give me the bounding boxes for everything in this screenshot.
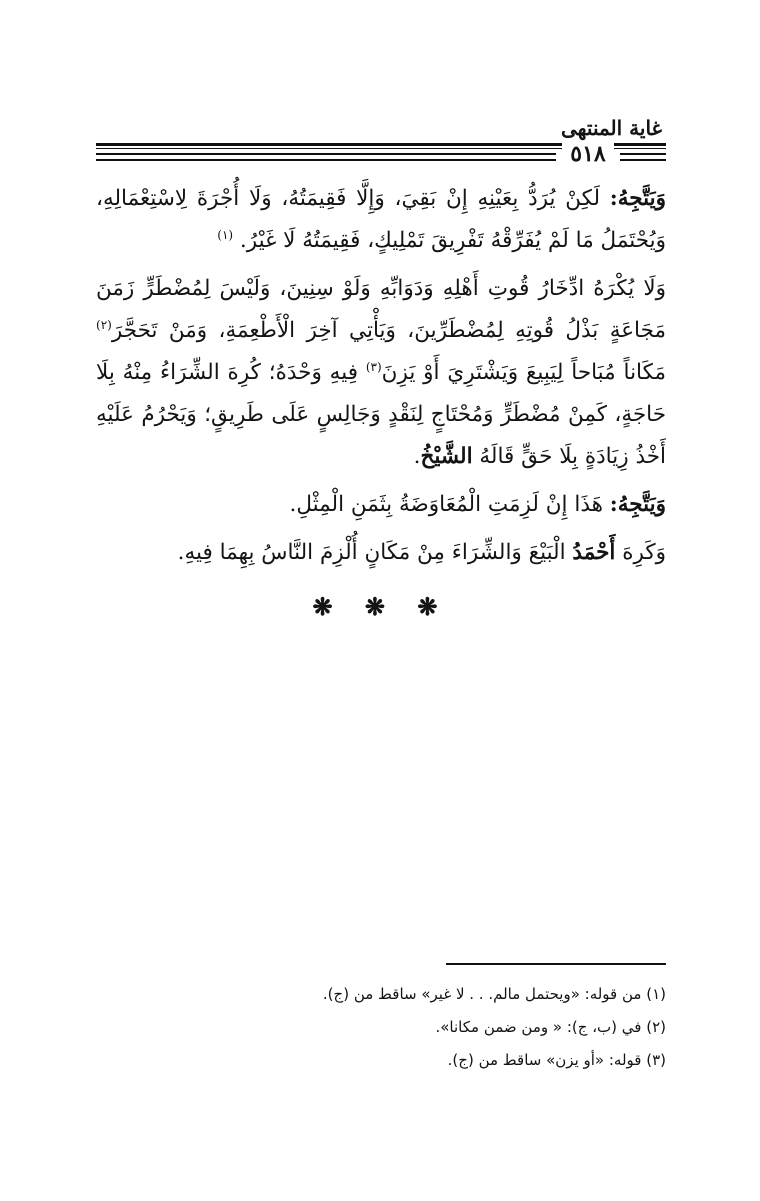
main-text	[96, 178, 666, 574]
paragraph-3	[96, 484, 666, 526]
footnote-rule	[446, 963, 666, 965]
paragraph-2-text-b: مَكَاناً مُبَاحاً لِيَبِيعَ وَيَشْتَرِيَ أَوْ يَزِنَ	[381, 360, 666, 385]
footnote-2: (٢) في (ب، ج): « ومن ضمن مكانا».	[435, 1018, 666, 1036]
paragraph-1	[96, 178, 666, 262]
footnote-ref-3: (٣)	[365, 359, 382, 374]
page-number-row	[96, 141, 666, 173]
footnote-3: (٣) قوله: «أو يزن» ساقط من (ج).	[447, 1051, 666, 1069]
footnotes	[96, 978, 666, 1077]
footnote-ref-2: (٢)	[96, 317, 112, 332]
page-number-rule-left	[96, 153, 556, 161]
footnote-ref-1: (١)	[217, 227, 234, 242]
paragraph-2-end: .	[413, 444, 421, 469]
keyword-yattajih: وَيَتَّجِهُ:	[609, 186, 666, 211]
keyword-yattajih-2: وَيَتَّجِهُ:	[609, 492, 666, 517]
paragraph-4-text-b: الْبَيْعَ وَالشِّرَاءَ مِنْ مَكَانٍ أُلْزِمَ النَّاسُ بِهِمَا فِيهِ.	[177, 540, 566, 565]
page-number: ٥١٨	[562, 141, 614, 167]
footnote-1: (١) من قوله: «ويحتمل مالم. . . لا غير» ساقط من (ج).	[322, 985, 666, 1003]
keyword-shaykh: الشَّيْخُ	[420, 444, 473, 469]
keyword-ahmad: أَحْمَدُ	[572, 540, 616, 565]
running-title: غاية المنتهى	[561, 116, 662, 140]
paragraph-3-text: هَذَا إِنْ لَزِمَتِ الْمُعَاوَضَةُ بِثَمَنِ الْمِثْلِ.	[289, 492, 603, 517]
paragraph-4	[96, 532, 666, 574]
paragraph-4-text-a: وَكَرِهَ	[622, 540, 666, 565]
section-separator: ❋ ❋ ❋	[312, 592, 450, 621]
paragraph-2	[96, 268, 666, 478]
paragraph-1-text: لَكِنْ يُرَدُّ بِعَيْنِهِ إِنْ بَقِيَ، وَإِلَّا فَقِيمَتُهُ، وَلَا أُجْرَةَ لِاسْتِعْمَالِهِ، وَيُحْتَمَلُ مَا لَمْ يُفَرِّقْهُ تَفْرِيقَ تَمْلِيكٍ، فَقِيمَتُهُ لَا غَيْرُ.	[96, 186, 666, 253]
page-number-rule-right	[620, 153, 666, 161]
paragraph-2-text-c: فِيهِ وَحْدَهُ؛ كُرِهَ الشِّرَاءُ مِنْهُ بِلَا حَاجَةٍ، كَمِنْ مُضْطَرٍّ وَمُحْتَاجٍ لِنَقْدٍ وَجَالِسٍ عَلَى طَرِيقٍ؛ وَيَحْرُمُ عَلَيْهِ أَخْذُ زِيَادَةٍ بِلَا حَقٍّ قَالَهُ	[96, 360, 666, 469]
paragraph-2-text-a: وَلَا يُكْرَهُ ادِّخَارُ قُوتِ أَهْلِهِ وَدَوَابِّهِ وَلَوْ سِنِينَ، وَلَيْسَ لِمُضْطَرٍّ زَمَنَ مَجَاعَةٍ بَذْلُ قُوتِهِ لِمُضْطَرِّينَ، وَيَأْتِي آخِرَ الْأَطْعِمَةِ، وَمَنْ تَحَجَّرَ	[96, 276, 666, 343]
